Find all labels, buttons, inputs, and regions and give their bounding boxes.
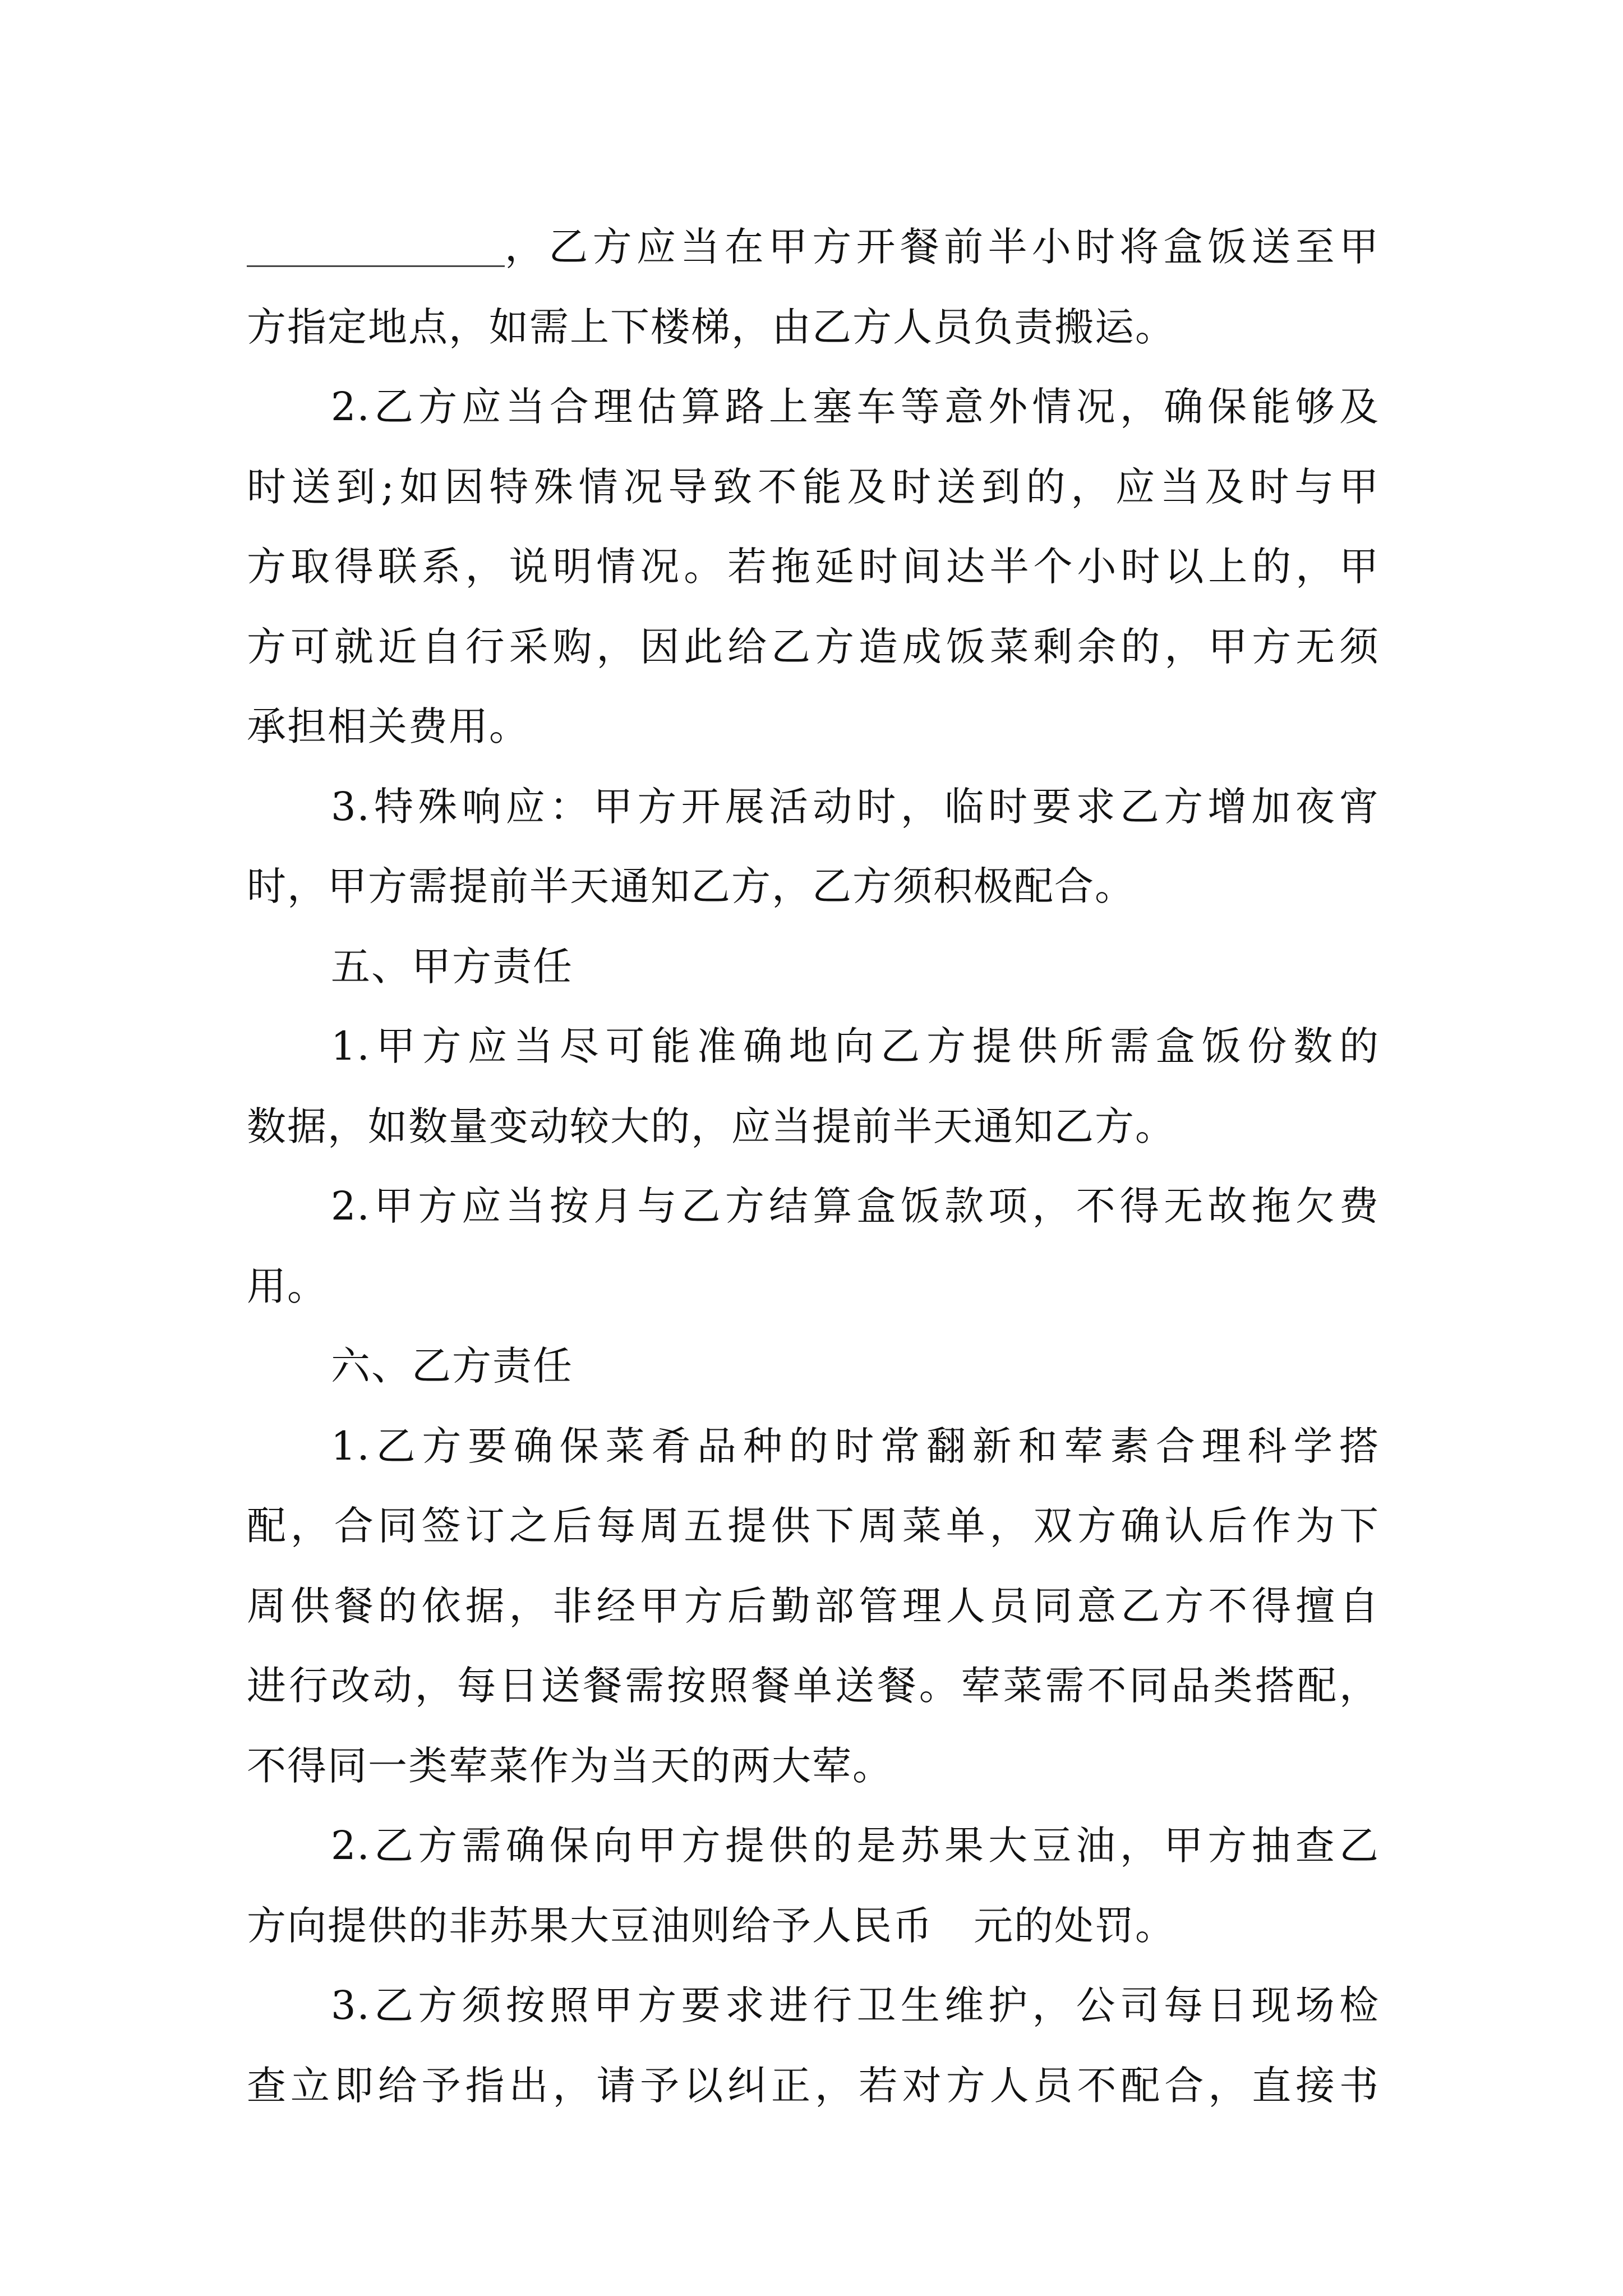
- text-line: 查立即给予指出，请予以纠正，若对方人员不配合，直接书: [247, 2063, 1380, 2109]
- text-line: 承担相关费用。: [247, 703, 529, 749]
- fill-in-blank-line: [247, 265, 505, 267]
- section-heading: 六、乙方责任: [331, 1343, 573, 1389]
- text-line: 用。: [247, 1263, 328, 1309]
- clause-line: 3.乙方须按照甲方要求进行卫生维护，公司每日现场检: [331, 1982, 1380, 2028]
- clause-line: 2.乙方需确保向甲方提供的是苏果大豆油，甲方抽查乙: [331, 1823, 1380, 1869]
- text-line: 周供餐的依据，非经甲方后勤部管理人员同意乙方不得擅自: [247, 1583, 1380, 1629]
- text-line: 进行改动，每日送餐需按照餐单送餐。荤菜需不同品类搭配，: [247, 1663, 1380, 1709]
- text-line: 方取得联系，说明情况。若拖延时间达半个小时以上的，甲: [247, 544, 1380, 590]
- clause-line: 2.甲方应当按月与乙方结算盒饭款项，不得无故拖欠费: [331, 1183, 1380, 1229]
- clause-line: 1.乙方要确保菜肴品种的时常翻新和荤素合理科学搭: [331, 1423, 1380, 1469]
- text-line: 方指定地点，如需上下楼梯，由乙方人员负责搬运。: [247, 304, 1175, 350]
- text-line: 配，合同签订之后每周五提供下周菜单，双方确认后作为下: [247, 1503, 1380, 1549]
- text-line: 方向提供的非苏果大豆油则给予人民币 元的处罚。: [247, 1903, 1175, 1949]
- text-line: ，乙方应当在甲方开餐前半小时将盒饭送至甲: [505, 224, 1380, 270]
- text-line: 时，甲方需提前半天通知乙方，乙方须积极配合。: [247, 863, 1135, 909]
- text-line: 方可就近自行采购，因此给乙方造成饭菜剩余的，甲方无须: [247, 624, 1380, 670]
- clause-line: 1.甲方应当尽可能准确地向乙方提供所需盒饭份数的: [331, 1023, 1380, 1069]
- section-heading: 五、甲方责任: [331, 944, 573, 990]
- clause-line: 2.乙方应当合理估算路上塞车等意外情况，确保能够及: [331, 384, 1380, 430]
- text-line: 时送到;如因特殊情况导致不能及时送到的，应当及时与甲: [247, 464, 1380, 510]
- text-line: 不得同一类荤菜作为当天的两大荤。: [247, 1743, 893, 1789]
- text-line: 数据，如数量变动较大的，应当提前半天通知乙方。: [247, 1103, 1175, 1149]
- clause-line: 3.特殊响应：甲方开展活动时，临时要求乙方增加夜宵: [331, 784, 1380, 830]
